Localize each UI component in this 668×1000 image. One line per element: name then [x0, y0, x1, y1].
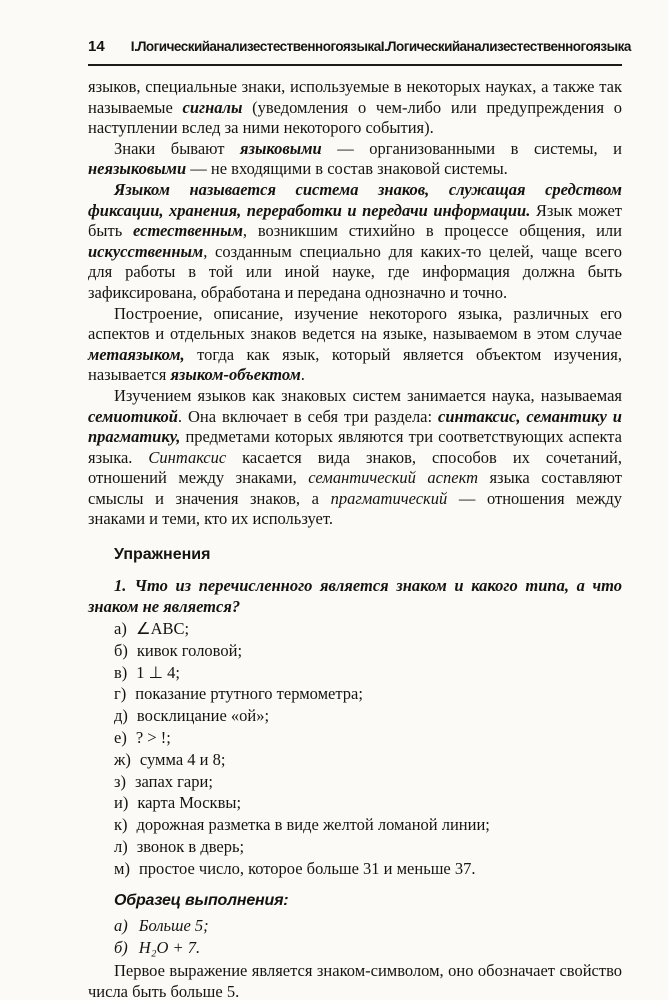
list-item-text: дорожная разметка в виде желтой ломаной линии;	[136, 815, 490, 835]
list-item-text: H₂O + 7.	[138, 938, 201, 958]
list-item-label: в)	[114, 662, 128, 682]
text-segment: касается вида знаков, способов их сочетаний, отношений между знаками,	[88, 447, 622, 488]
text-segment: прагматический	[330, 488, 448, 508]
intro-paragraphs	[88, 77, 622, 530]
list-item-label: л)	[114, 837, 128, 857]
list-item-label: з)	[114, 771, 127, 791]
text-segment: семиотикой	[88, 406, 178, 426]
list-item	[114, 814, 622, 836]
list-item	[114, 915, 622, 937]
list-item	[114, 727, 622, 749]
exercise-1-items	[88, 618, 622, 880]
text-segment: языка составляют смыслы и значения знаков, а	[88, 468, 622, 508]
text-segment: сигналы	[182, 97, 243, 117]
sample-heading: Образец выполнения:	[114, 891, 289, 909]
text-segment: искусственным	[88, 241, 204, 261]
list-item-label: к)	[114, 815, 128, 835]
list-item-text: карта Москвы;	[137, 793, 242, 813]
text-segment: Синтаксис	[148, 447, 227, 467]
list-item-text: ? > !;	[135, 728, 171, 748]
text-segment: — не входящими в состав знаковой системы.	[186, 159, 508, 179]
text-segment: , созданным специально для каких-то целей, чаще всего для работы в той или иной науке, где информация должна быть зафиксирована, обработана и передана однозначно и точно.	[88, 241, 622, 302]
text-segment: неязыковыми	[88, 159, 187, 179]
list-item-text: 1 ⊥ 4;	[136, 662, 181, 682]
list-item-text: простое число, которое больше 31 и меньше 37.	[138, 858, 476, 878]
page-body	[88, 77, 622, 1000]
text-segment: Построение, описание, изучение некоторого языка, различных его аспектов и отдельных знаков ведется на языке, называемом в этом случае	[88, 303, 622, 344]
exercises-heading: Упражнения	[114, 546, 211, 564]
text-segment: — организованными в системы, и	[321, 138, 622, 158]
text-segment: — отношения между знаками и теми, кто их использует.	[88, 488, 622, 529]
list-item	[114, 771, 622, 793]
text-segment: языков, специальные знаки, используемые в некоторых науках, а также так называемые	[88, 77, 622, 117]
paragraph	[88, 304, 622, 386]
sample-items	[88, 915, 622, 959]
list-item-text: Больше 5;	[138, 916, 209, 936]
text-segment: 1. Что из перечисленного является знаком и какого типа, а что знаком не является?	[88, 575, 622, 616]
list-item-label: ж)	[114, 749, 131, 769]
paragraph	[88, 180, 622, 304]
list-item-label: м)	[114, 858, 130, 878]
text-segment: .	[300, 365, 305, 385]
list-item	[114, 792, 622, 814]
list-item-text: звонок в дверь;	[136, 837, 245, 857]
text-segment: языком-объектом	[170, 365, 301, 385]
header-rule	[88, 64, 622, 66]
list-item-text: запах гари;	[135, 771, 213, 791]
list-item-label: а)	[114, 619, 127, 639]
list-item-text: кивок головой;	[136, 640, 243, 660]
text-segment: . Она включает в себя три раздела:	[177, 406, 439, 426]
list-item	[114, 749, 622, 771]
list-item-label: и)	[114, 793, 129, 813]
list-item-label: б)	[114, 938, 128, 958]
text-segment: языковыми	[240, 138, 322, 158]
list-item	[114, 705, 622, 727]
list-item	[114, 937, 622, 959]
list-item-text: восклицание «ой»;	[136, 706, 270, 726]
text-segment: метаязыком,	[88, 344, 185, 364]
text-segment: Первое выражение является знаком-символом, оно обозначает свойство числа быть больше 5.	[88, 960, 622, 1000]
paragraph	[88, 139, 622, 180]
text-segment: предметами которых являются три соответствующих аспекта языка.	[88, 427, 622, 467]
list-item	[114, 640, 622, 662]
closing-paragraph	[88, 960, 622, 1000]
list-item	[114, 836, 622, 858]
text-segment: Знаки бывают	[114, 138, 241, 158]
text-segment: (уведомления о чем-либо или предупреждения о наступлении вслед за ними некоторого события).	[88, 97, 622, 138]
paragraph	[88, 77, 622, 139]
list-item-text: ∠ABC;	[135, 619, 190, 639]
text-segment: семантический аспект	[308, 468, 478, 488]
exercise-1-statement	[88, 575, 622, 617]
list-item-text: сумма 4 и 8;	[139, 749, 226, 769]
text-segment: Изучением языков как знаковых систем занимается наука, называемая	[114, 385, 622, 405]
text-segment: естественным	[133, 221, 243, 241]
text-segment: Языком называется система знаков, служащая средством фиксации, хранения, переработки и передачи информации.	[88, 179, 622, 220]
header-title-left: I. Логический анализ естественного языка	[130, 39, 381, 54]
list-item-label: е)	[114, 728, 127, 748]
list-item-label: д)	[114, 706, 128, 726]
list-item	[114, 662, 622, 684]
list-item	[114, 858, 622, 880]
running-header	[88, 38, 631, 55]
list-item-label: г)	[114, 684, 127, 704]
text-segment: тогда как язык, который является объектом изучения, называется	[88, 344, 622, 385]
list-item	[114, 683, 622, 705]
list-item-label: а)	[114, 916, 128, 936]
header-title-right: I. Логический анализ естественного языка	[380, 39, 631, 54]
paragraph	[88, 386, 622, 530]
text-segment: Язык может быть	[88, 200, 622, 241]
list-item-text: показание ртутного термометра;	[135, 684, 363, 704]
text-segment: синтаксис, семантику и прагматику,	[88, 406, 622, 447]
text-segment: , возникшим стихийно в процессе общения, или	[242, 221, 622, 241]
page-number: 14	[88, 38, 105, 55]
list-item	[114, 618, 622, 640]
list-item-label: б)	[114, 640, 128, 660]
